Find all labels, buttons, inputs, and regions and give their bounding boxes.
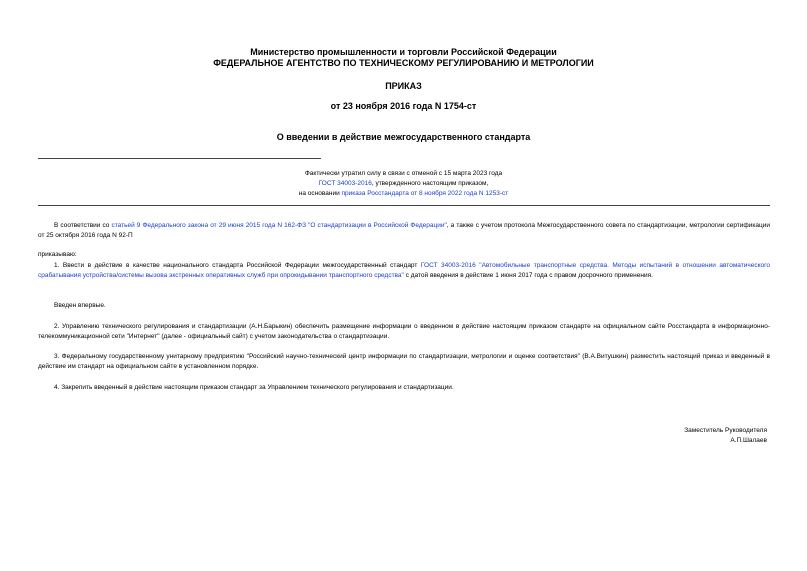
- agency-name: ФЕДЕРАЛЬНОЕ АГЕНТСТВО ПО ТЕХНИЧЕСКОМУ РЕГУЛИРОВАНИЮ И МЕТРОЛОГИИ: [213, 58, 594, 68]
- item-1-text-1: 1. Ввести в действие в качестве национального стандарта Российской Федерации межгосударственный стандарт: [54, 262, 421, 269]
- short-divider: [38, 158, 321, 159]
- intro-text-2: , а также с учетом протокола Межгосударственного совета по стандартизации, метрологии сертификации от 25 октября 2016 года N 92-П: [38, 222, 770, 239]
- gost-link[interactable]: ГОСТ 34003-2016: [318, 180, 372, 187]
- validity-note-line3-text: на основании: [298, 190, 342, 197]
- doc-title: О введении в действие межгосударственного стандарта: [276, 132, 531, 142]
- rosstandart-order-link[interactable]: приказа Росстандарта от 8 ноября 2022 года N 1253-ст: [341, 190, 509, 197]
- ministry-name: Министерство промышленности и торговли Российской Федерации: [250, 47, 557, 57]
- intro-text-1: В соответствии со: [54, 222, 112, 229]
- signature-position: Заместитель Руководителя: [684, 427, 767, 434]
- introduced-first: Введен впервые.: [54, 302, 106, 309]
- validity-note-line3: [0, 189, 807, 199]
- item-1: [38, 261, 770, 281]
- long-divider: [38, 205, 770, 206]
- validity-note-line1: Фактически утратил силу в связи с отменой с 15 марта 2023 года: [304, 170, 503, 177]
- item-1-text-2: с датой введения в действие 1 июня 2017 года с правом досрочного применения.: [403, 272, 653, 279]
- doc-date: от 23 ноября 2016 года N 1754-ст: [330, 101, 477, 111]
- order-word: приказываю:: [38, 251, 77, 258]
- doc-type: ПРИКАЗ: [385, 81, 422, 91]
- signature-name: А.П.Шалаев: [730, 437, 767, 444]
- gost-title-link[interactable]: ГОСТ 34003-2016 "Автомобильные транспортные средства. Методы испытаний в отношении автоматического срабатывания устройства/системы вызова экстренных оперативных служб при опрокидывании транспортного средства": [38, 262, 770, 279]
- federal-law-link[interactable]: статьей 9 Федерального закона от 29 июня 2015 года N 162-ФЗ "О стандартизации в Российской Федерации": [111, 222, 447, 229]
- intro-paragraph: [38, 221, 770, 241]
- item-4: 4. Закрепить введенный в действие настоящим приказом стандарт за Управлением технического регулирования и стандартизации.: [54, 384, 454, 391]
- validity-note-line2: [0, 179, 807, 189]
- validity-note-line2-text: , утвержденного настоящим приказом,: [371, 180, 489, 187]
- item-2: 2. Управлению технического регулирования и стандартизации (А.Н.Барыкин) обеспечить размещение информации о введенном в действие настоящим приказом стандарте на официальном сайте Росстандарта в информационно-телекоммуникационной сети "Интернет" (далее - официальный сайт) с учетом законодательства о стандартизации.: [38, 323, 770, 340]
- item-3: 3. Федеральному государственному унитарному предприятию "Российский научно-технический центр информации по стандартизации, метрологии и оценке соответствия" (В.А.Витушкин) разместить настоящий приказ и введенный в действие им стандарт на официальном сайте в установленном порядке.: [38, 353, 770, 370]
